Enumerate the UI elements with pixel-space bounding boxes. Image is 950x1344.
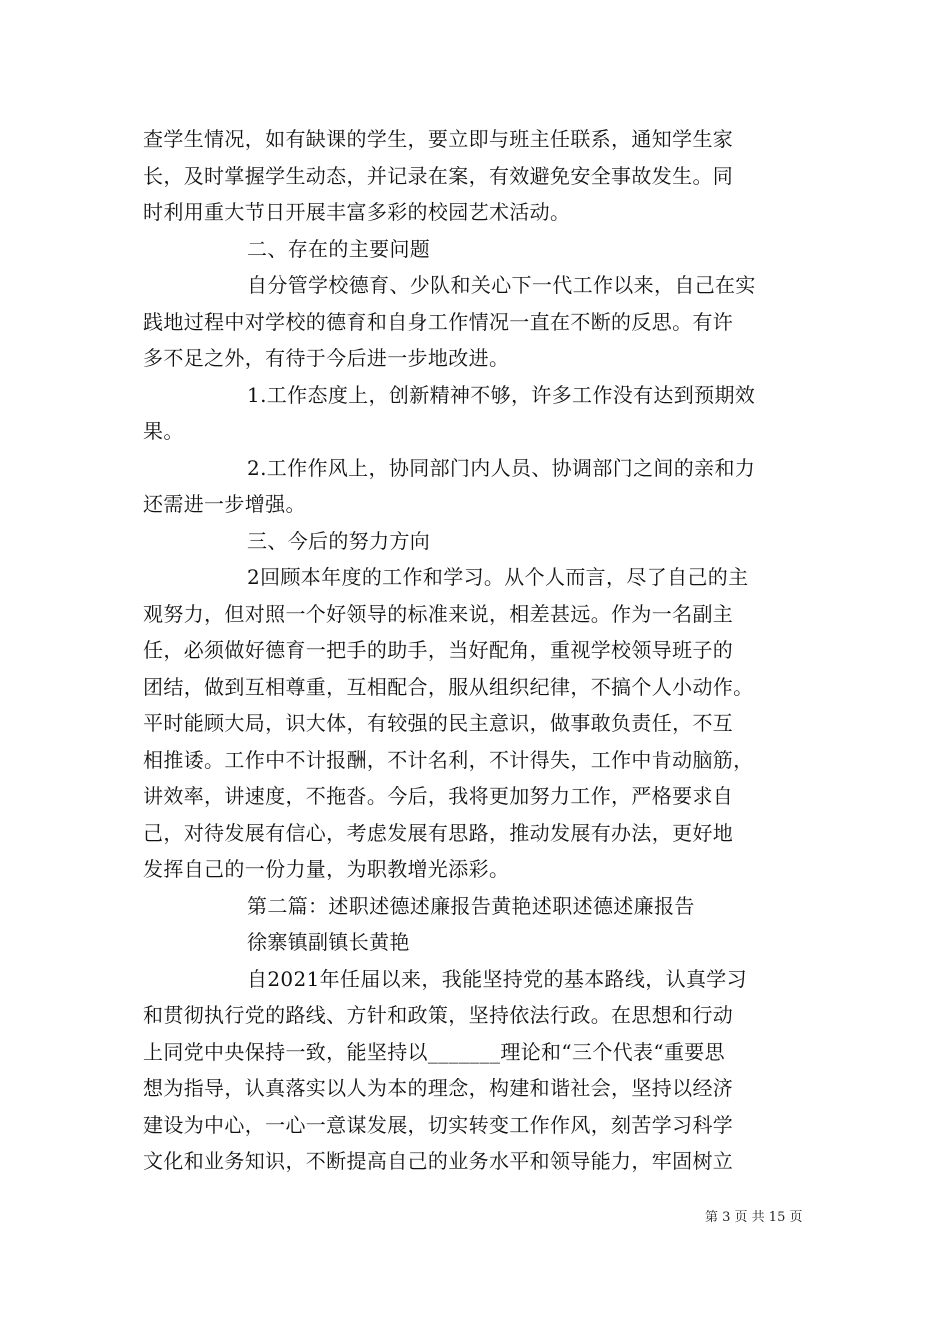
body-line: 2回顾本年度的工作和学习。从个人而言，尽了自己的主	[247, 565, 749, 589]
body-line: 和贯彻执行党的路线、方针和政策，坚持依法行政。在思想和行动	[143, 1003, 734, 1027]
body-line: 想为指导，认真落实以人为本的理念，构建和谐社会，坚持以经济	[143, 1076, 734, 1100]
body-line: 上同党中央保持一致，能坚持以_______理论和“三个代表“重要思	[143, 1039, 725, 1064]
page-number: 第 3 页 共 15 页	[705, 1210, 803, 1225]
body-line: 自分管学校德育、少队和关心下一代工作以来，自己在实	[247, 273, 756, 297]
body-line: 时利用重大节日开展丰富多彩的校园艺术活动。	[143, 200, 571, 224]
body-line: 己，对待发展有信心，考虑发展有思路，推动发展有办法，更好地	[143, 820, 734, 845]
body-line: 平时能顾大局，识大体，有较强的民主意识，做事敢负责任，不互	[143, 711, 734, 735]
body-line: 观努力，但对照一个好领导的标准来说，相差甚远。作为一名副主	[143, 601, 734, 626]
body-line: 果。	[143, 419, 184, 443]
list-item: 2.工作作风上，协同部门内人员、协调部门之间的亲和力	[247, 455, 756, 480]
body-line: 建设为中心，一心一意谋发展，切实转变工作作风，刻苦学习科学	[143, 1112, 734, 1137]
body-line: 相推诿。工作中不计报酬，不计名利，不计得失，工作中肯动脑筋，	[143, 747, 754, 772]
list-item: 1.工作态度上，创新精神不够，许多工作没有达到预期效	[247, 382, 756, 407]
body-line: 讲效率，讲速度，不拖沓。今后，我将更加努力工作，严格要求自	[143, 784, 734, 808]
body-line: 任，必须做好德育一把手的助手，当好配角，重视学校领导班子的	[143, 638, 734, 662]
body-line: 自2021年任届以来，我能坚持党的基本路线，认真学习	[247, 966, 747, 991]
document-body	[143, 121, 823, 1180]
section-heading: 三、今后的努力方向	[247, 528, 431, 553]
body-line: 长，及时掌握学生动态，并记录在案，有效避免安全事故发生。同	[143, 163, 734, 188]
body-line: 发挥自己的一份力量，为职教增光添彩。	[143, 857, 510, 881]
author-line: 徐寨镇副镇长黄艳	[247, 930, 410, 954]
section-heading: 二、存在的主要问题	[247, 236, 431, 261]
body-line: 团结，做到互相尊重，互相配合，服从组织纪律，不搞个人小动作。	[143, 674, 754, 699]
body-line: 践地过程中对学校的德育和自身工作情况一直在不断的反思。有许	[143, 309, 734, 334]
body-line: 还需进一步增强。	[143, 492, 306, 516]
body-line: 文化和业务知识，不断提高自己的业务水平和领导能力，牢固树立	[143, 1149, 734, 1173]
body-line: 查学生情况，如有缺课的学生，要立即与班主任联系，通知学生家	[143, 127, 734, 151]
body-line: 多不足之外，有待于今后进一步地改进。	[143, 346, 510, 370]
chapter-title: 第二篇：述职述德述廉报告黄艳述职述德述廉报告	[247, 893, 695, 918]
